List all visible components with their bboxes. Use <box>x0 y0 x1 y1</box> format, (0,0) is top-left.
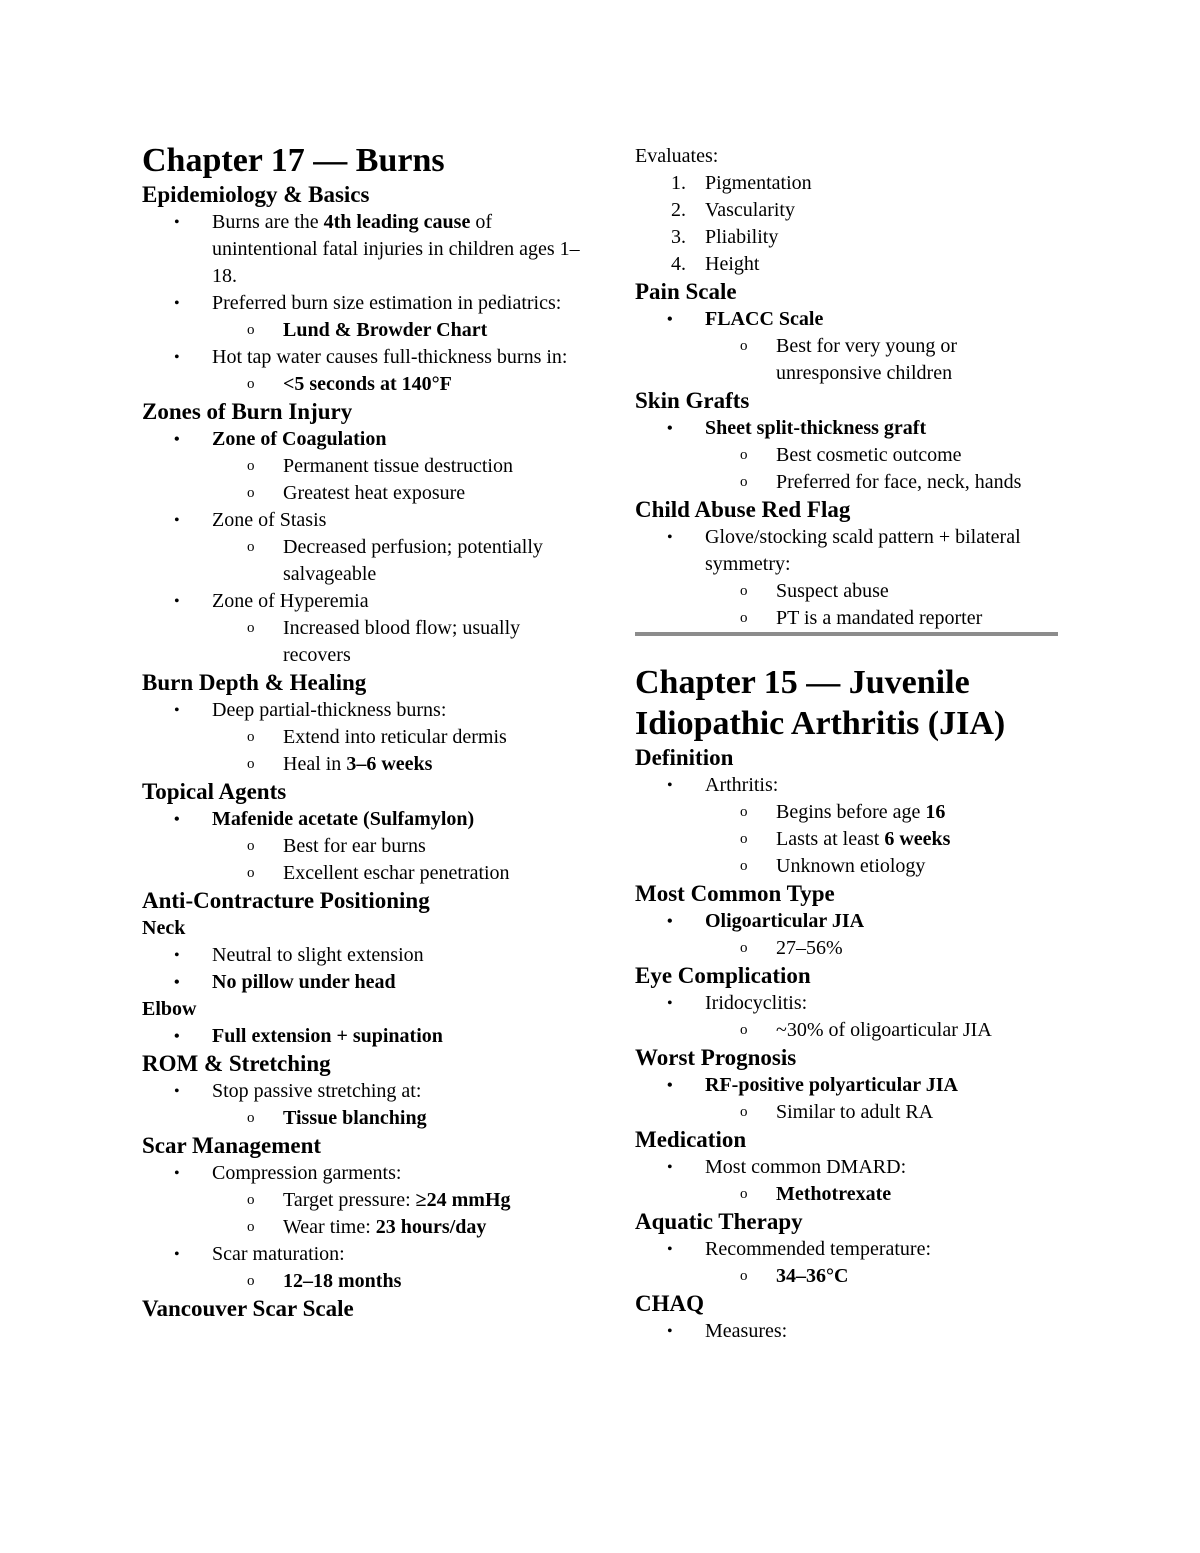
list-item: o Extend into reticular dermis <box>142 724 582 751</box>
list-item: o Wear time: 23 hours/day <box>142 1214 582 1241</box>
section-child-abuse: Child Abuse Red Flag <box>635 497 851 522</box>
bullet-icon: • <box>174 702 180 719</box>
section-aquatic-therapy: Aquatic Therapy <box>635 1209 803 1234</box>
epidemiology-list <box>142 209 582 398</box>
list-item: o Heal in 3–6 weeks <box>142 751 582 778</box>
sub-bullet-icon: o <box>740 583 748 599</box>
bullet-icon: • <box>667 420 673 437</box>
sub-bullet-icon: o <box>740 1104 748 1120</box>
bullet-icon: • <box>174 1165 180 1182</box>
bullet-icon: • <box>667 1077 673 1094</box>
bullet-icon: • <box>174 1083 180 1100</box>
section-burn-depth: Burn Depth & Healing <box>142 670 367 695</box>
right-column <box>635 0 1060 1345</box>
sub-bullet-icon: o <box>247 485 255 501</box>
list-item: 3. Pliability <box>671 226 779 248</box>
depth-list <box>142 697 582 778</box>
list-item: • No pillow under head <box>142 969 582 996</box>
section-chaq: CHAQ <box>635 1291 704 1316</box>
evaluates-label: Evaluates: <box>635 145 719 167</box>
list-item: • Burns are the 4th leading cause of unintentional fatal injuries in children ages 1–18. <box>174 211 580 287</box>
bullet-icon: • <box>667 995 673 1012</box>
list-item: o Best for very young or unresponsive children <box>740 335 958 384</box>
list-item: o Best cosmetic outcome <box>635 442 1060 469</box>
scar-list <box>142 1160 582 1295</box>
list-item: o Suspect abuse <box>635 578 1060 605</box>
list-item: • Measures: <box>635 1318 1060 1345</box>
list-item: o Methotrexate <box>635 1181 1060 1208</box>
sub-bullet-icon: o <box>247 1219 255 1235</box>
section-most-common-type: Most Common Type <box>635 881 835 906</box>
chapter-17-title: Chapter 17 — Burns <box>142 142 445 179</box>
rom-list <box>142 1078 582 1132</box>
bullet-icon: • <box>174 349 180 366</box>
sub-bullet-icon: o <box>247 838 255 854</box>
list-item: • Arthritis: <box>635 772 1060 799</box>
elbow-list <box>142 1023 582 1050</box>
section-worst-prognosis: Worst Prognosis <box>635 1045 797 1070</box>
left-column <box>142 0 582 1323</box>
list-item: o Unknown etiology <box>635 853 1060 880</box>
topical-list <box>142 806 582 887</box>
sub-bullet-icon: o <box>740 804 748 820</box>
list-item: o <5 seconds at 140°F <box>142 371 582 398</box>
bullet-icon: • <box>667 1159 673 1176</box>
sub-bullet-icon: o <box>247 458 255 474</box>
list-item: • Mafenide acetate (Sulfamylon) <box>142 806 582 833</box>
section-eye-complication: Eye Complication <box>635 963 811 988</box>
list-item: o Excellent eschar penetration <box>142 860 582 887</box>
list-item: • Neutral to slight extension <box>142 942 582 969</box>
neck-list <box>142 942 582 996</box>
list-item: o Best for ear burns <box>142 833 582 860</box>
list-item: • Most common DMARD: <box>635 1154 1060 1181</box>
list-item: o Similar to adult RA <box>635 1099 1060 1126</box>
pain-list <box>635 306 1060 387</box>
sub-bullet-icon: o <box>740 831 748 847</box>
list-item: 4. Height <box>671 253 760 275</box>
sub-bullet-icon: o <box>247 729 255 745</box>
bullet-icon: • <box>174 431 180 448</box>
sub-bullet-icon: o <box>247 539 255 555</box>
list-item: • Compression garments: <box>142 1160 582 1187</box>
sub-bullet-icon: o <box>740 1022 748 1038</box>
list-item: • Preferred burn size estimation in pediatrics: <box>142 290 582 317</box>
sub-bullet-icon: o <box>740 338 748 354</box>
list-item: o Lund & Browder Chart <box>142 317 582 344</box>
section-anti-contracture: Anti-Contracture Positioning <box>142 888 430 913</box>
subheading-elbow: Elbow <box>142 998 197 1020</box>
list-item: • Zone of Coagulation <box>142 426 582 453</box>
section-rom-stretching: ROM & Stretching <box>142 1051 331 1076</box>
section-skin-grafts: Skin Grafts <box>635 388 750 413</box>
medication-list <box>635 1154 1060 1208</box>
sub-bullet-icon: o <box>740 940 748 956</box>
bullet-icon: • <box>174 1246 180 1263</box>
bullet-icon: • <box>174 947 180 964</box>
section-zones: Zones of Burn Injury <box>142 399 353 424</box>
list-item: o Greatest heat exposure <box>142 480 582 507</box>
chaq-list <box>635 1318 1060 1345</box>
list-item: o Lasts at least 6 weeks <box>635 826 1060 853</box>
abuse-list <box>635 524 1060 632</box>
list-item: o 27–56% <box>635 935 1060 962</box>
aquatic-list <box>635 1236 1060 1290</box>
section-pain-scale: Pain Scale <box>635 279 737 304</box>
bullet-icon: • <box>174 512 180 529</box>
list-item: • Zone of Hyperemia <box>142 588 582 615</box>
definition-list <box>635 772 1060 880</box>
bullet-icon: • <box>667 1323 673 1340</box>
sub-bullet-icon: o <box>247 620 255 636</box>
sub-bullet-icon: o <box>740 610 748 626</box>
subheading-neck: Neck <box>142 917 186 939</box>
list-item: o 12–18 months <box>142 1268 582 1295</box>
list-item: • Stop passive stretching at: <box>142 1078 582 1105</box>
list-item: • FLACC Scale <box>635 306 1060 333</box>
sub-bullet-icon: o <box>740 447 748 463</box>
list-item: • RF-positive polyarticular JIA <box>635 1072 1060 1099</box>
list-item: o ~30% of oligoarticular JIA <box>635 1017 1060 1044</box>
list-item: • Zone of Stasis <box>142 507 582 534</box>
bullet-icon: • <box>667 1241 673 1258</box>
bullet-icon: • <box>174 811 180 828</box>
bullet-icon: • <box>667 913 673 930</box>
section-medication: Medication <box>635 1127 747 1152</box>
list-item: • Sheet split-thickness graft <box>635 415 1060 442</box>
sub-bullet-icon: o <box>247 1192 255 1208</box>
list-item: • Iridocyclitis: <box>635 990 1060 1017</box>
list-item: o Decreased perfusion; potentially salvageable <box>247 536 543 585</box>
bullet-icon: • <box>667 777 673 794</box>
sub-bullet-icon: o <box>247 756 255 772</box>
list-item: 2. Vascularity <box>671 199 795 221</box>
section-scar-management: Scar Management <box>142 1133 322 1158</box>
list-item: • Deep partial-thickness burns: <box>142 697 582 724</box>
sub-bullet-icon: o <box>740 1268 748 1284</box>
eye-list <box>635 990 1060 1044</box>
section-vancouver-scar-scale: Vancouver Scar Scale <box>142 1296 354 1321</box>
list-item: o PT is a mandated reporter <box>635 605 1060 632</box>
list-item: • Hot tap water causes full-thickness burns in: <box>142 344 582 371</box>
list-item: 1. Pigmentation <box>671 172 812 194</box>
list-item: • Scar maturation: <box>142 1241 582 1268</box>
sub-bullet-icon: o <box>247 376 255 392</box>
type-list <box>635 908 1060 962</box>
sub-bullet-icon: o <box>247 1110 255 1126</box>
bullet-icon: • <box>174 214 180 231</box>
chapter-15-title: Chapter 15 — Juvenile Idiopathic Arthritis (JIA) <box>635 664 1006 742</box>
sub-bullet-icon: o <box>740 474 748 490</box>
bullet-icon: • <box>174 593 180 610</box>
section-topical-agents: Topical Agents <box>142 779 287 804</box>
list-item: o Begins before age 16 <box>635 799 1060 826</box>
list-item: o Permanent tissue destruction <box>142 453 582 480</box>
worst-list <box>635 1072 1060 1126</box>
list-item: o Tissue blanching <box>142 1105 582 1132</box>
zones-list <box>142 426 582 669</box>
list-item: o Preferred for face, neck, hands <box>635 469 1060 496</box>
sub-bullet-icon: o <box>740 858 748 874</box>
list-item: • Glove/stocking scald pattern + bilateral symmetry: <box>667 526 1021 575</box>
bullet-icon: • <box>174 1028 180 1045</box>
section-epidemiology: Epidemiology & Basics <box>142 182 370 207</box>
list-item: o 34–36°C <box>635 1263 1060 1290</box>
sub-bullet-icon: o <box>247 322 255 338</box>
list-item: • Recommended temperature: <box>635 1236 1060 1263</box>
evaluates-list <box>635 170 1060 278</box>
sub-bullet-icon: o <box>247 1273 255 1289</box>
bullet-icon: • <box>667 529 673 546</box>
section-definition: Definition <box>635 745 734 770</box>
list-item: • Oligoarticular JIA <box>635 908 1060 935</box>
grafts-list <box>635 415 1060 496</box>
list-item: o Increased blood flow; usually recovers <box>247 617 521 666</box>
bullet-icon: • <box>174 974 180 991</box>
list-item: • Full extension + supination <box>142 1023 582 1050</box>
sub-bullet-icon: o <box>740 1186 748 1202</box>
sub-bullet-icon: o <box>247 865 255 881</box>
bullet-icon: • <box>174 295 180 312</box>
bullet-icon: • <box>667 311 673 328</box>
list-item: o Target pressure: ≥24 mmHg <box>142 1187 582 1214</box>
